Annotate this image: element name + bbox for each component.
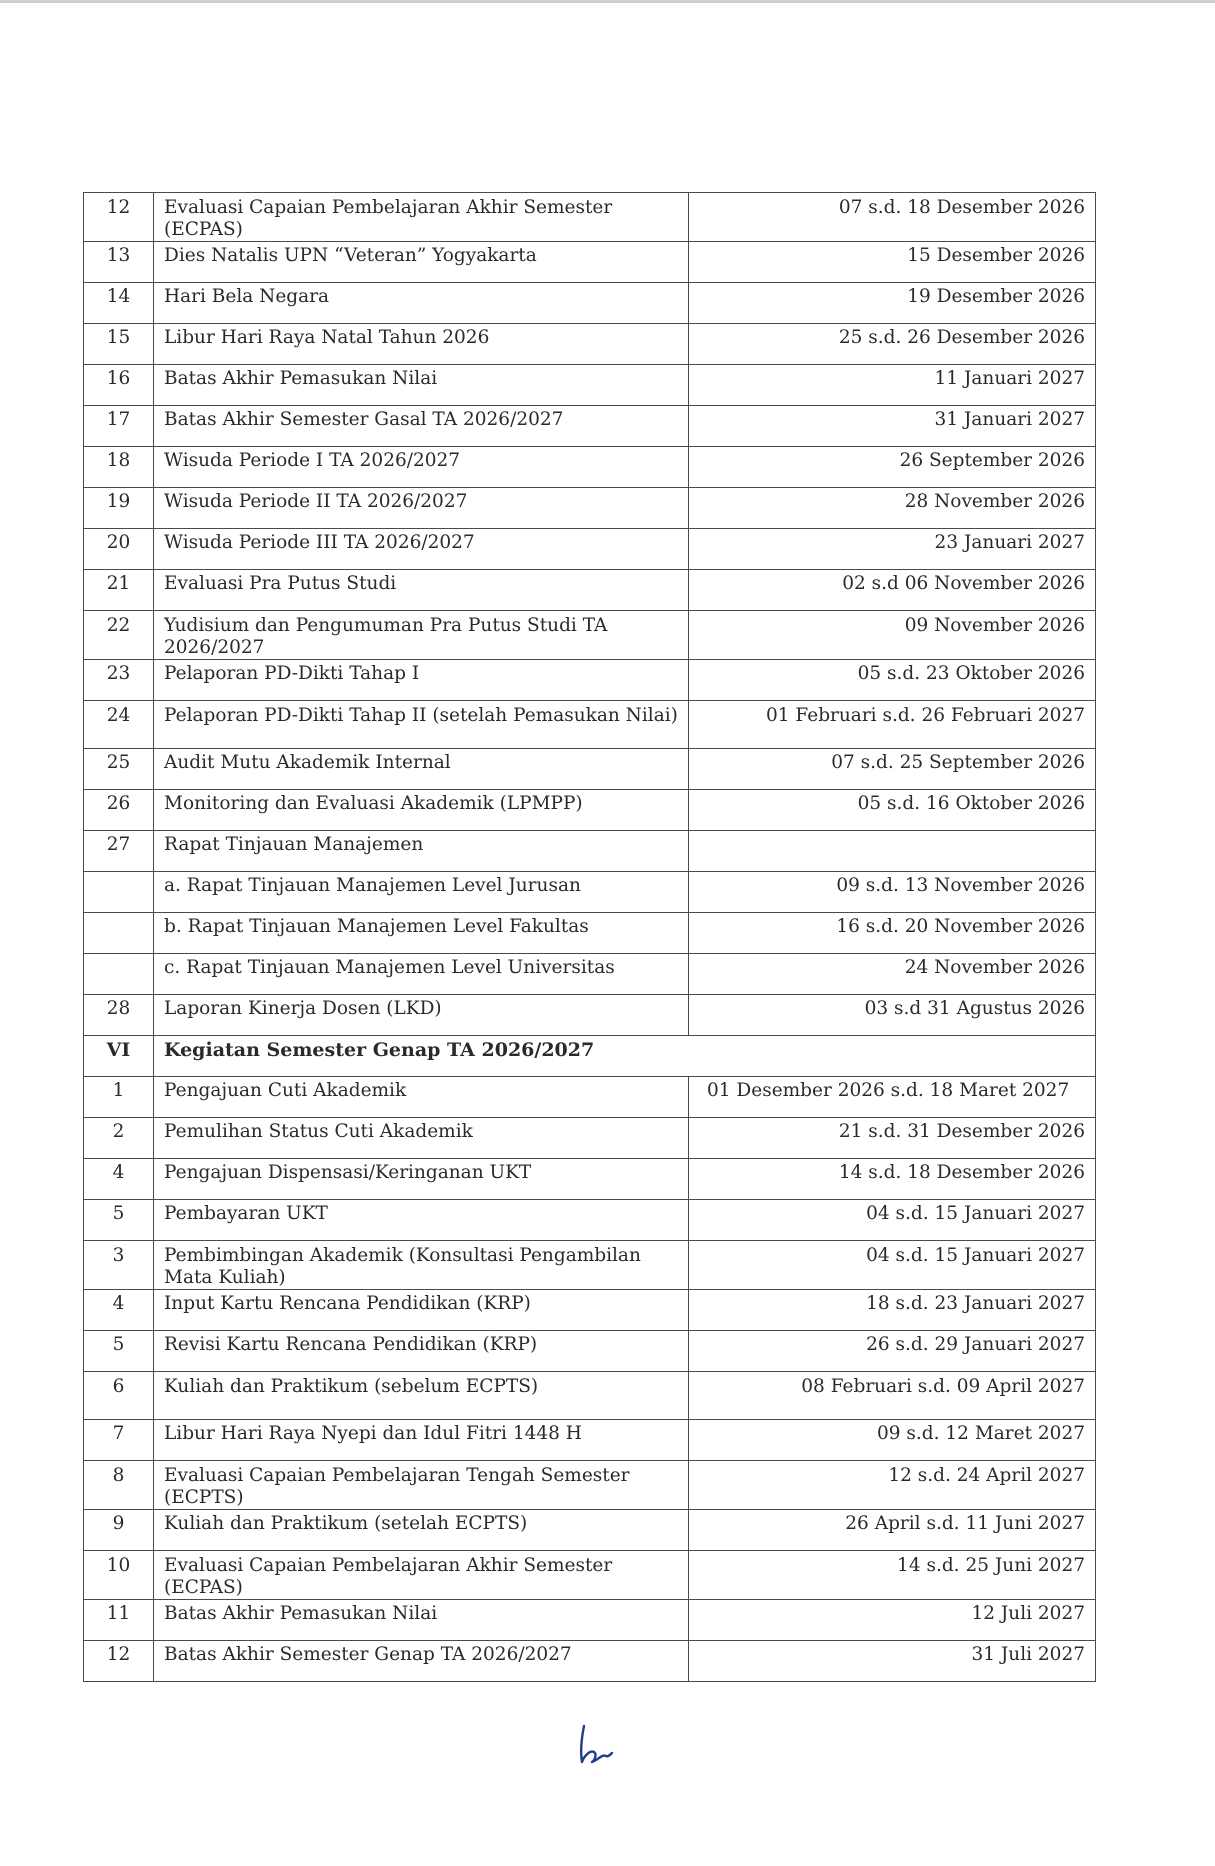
row-number: 11 [84, 1600, 154, 1641]
table-row [84, 365, 1096, 406]
table-row [84, 1077, 1096, 1118]
row-number: 26 [84, 790, 154, 831]
activity-cell: Pelaporan PD-Dikti Tahap II (setelah Pemasukan Nilai) [154, 701, 689, 749]
row-number: 12 [84, 1641, 154, 1682]
table-row [84, 611, 1096, 660]
activity-cell: Hari Bela Negara [154, 283, 689, 324]
activity-cell: Pelaporan PD-Dikti Tahap I [154, 660, 689, 701]
date-cell: 23 Januari 2027 [689, 529, 1096, 570]
date-cell: 24 November 2026 [689, 954, 1096, 995]
row-number: 18 [84, 447, 154, 488]
table-row [84, 324, 1096, 365]
date-cell: 08 Februari s.d. 09 April 2027 [689, 1372, 1096, 1420]
table-row [84, 1331, 1096, 1372]
activity-cell: Wisuda Periode II TA 2026/2027 [154, 488, 689, 529]
date-cell: 15 Desember 2026 [689, 242, 1096, 283]
section-number: VI [84, 1036, 154, 1077]
activity-cell: b. Rapat Tinjauan Manajemen Level Fakultas [154, 913, 689, 954]
table-row [84, 1241, 1096, 1290]
table-row [84, 242, 1096, 283]
table-row [84, 701, 1096, 749]
table-row [84, 1159, 1096, 1200]
date-cell: 26 September 2026 [689, 447, 1096, 488]
row-number: 25 [84, 749, 154, 790]
date-cell: 09 s.d. 13 November 2026 [689, 872, 1096, 913]
date-cell: 16 s.d. 20 November 2026 [689, 913, 1096, 954]
activity-cell: a. Rapat Tinjauan Manajemen Level Jurusan [154, 872, 689, 913]
date-cell: 18 s.d. 23 Januari 2027 [689, 1290, 1096, 1331]
row-number [84, 913, 154, 954]
row-number: 16 [84, 365, 154, 406]
row-number: 4 [84, 1290, 154, 1331]
activity-cell: Batas Akhir Semester Gasal TA 2026/2027 [154, 406, 689, 447]
row-number: 21 [84, 570, 154, 611]
date-cell: 28 November 2026 [689, 488, 1096, 529]
table-row [84, 1290, 1096, 1331]
activity-cell: Libur Hari Raya Nyepi dan Idul Fitri 1448 H [154, 1420, 689, 1461]
table-row [84, 831, 1096, 872]
table-row [84, 1510, 1096, 1551]
activity-cell: Audit Mutu Akademik Internal [154, 749, 689, 790]
activity-cell: Rapat Tinjauan Manajemen [154, 831, 689, 872]
signature-initial [570, 1720, 620, 1770]
row-number: 5 [84, 1200, 154, 1241]
activity-cell: Monitoring dan Evaluasi Akademik (LPMPP) [154, 790, 689, 831]
activity-cell: Pembimbingan Akademik (Konsultasi Pengambilan Mata Kuliah) [154, 1241, 689, 1290]
row-number: 28 [84, 995, 154, 1036]
date-cell: 19 Desember 2026 [689, 283, 1096, 324]
date-cell: 01 Desember 2026 s.d. 18 Maret 2027 [689, 1077, 1096, 1118]
date-cell [689, 831, 1096, 872]
table-row [84, 1600, 1096, 1641]
row-number: 8 [84, 1461, 154, 1510]
row-number: 20 [84, 529, 154, 570]
activity-cell: Pembayaran UKT [154, 1200, 689, 1241]
table-row [84, 283, 1096, 324]
date-cell: 14 s.d. 18 Desember 2026 [689, 1159, 1096, 1200]
date-cell: 09 November 2026 [689, 611, 1096, 660]
table-row [84, 193, 1096, 242]
table-row [84, 995, 1096, 1036]
section-title: Kegiatan Semester Genap TA 2026/2027 [154, 1036, 1096, 1077]
table-row [84, 1641, 1096, 1682]
activity-cell: Pemulihan Status Cuti Akademik [154, 1118, 689, 1159]
row-number: 14 [84, 283, 154, 324]
section-header-row [84, 1036, 1096, 1077]
activity-cell: Pengajuan Cuti Akademik [154, 1077, 689, 1118]
row-number: 5 [84, 1331, 154, 1372]
table-row [84, 570, 1096, 611]
activity-cell: Evaluasi Capaian Pembelajaran Tengah Semester (ECPTS) [154, 1461, 689, 1510]
date-cell: 31 Juli 2027 [689, 1641, 1096, 1682]
date-cell: 03 s.d 31 Agustus 2026 [689, 995, 1096, 1036]
date-cell: 05 s.d. 23 Oktober 2026 [689, 660, 1096, 701]
date-cell: 21 s.d. 31 Desember 2026 [689, 1118, 1096, 1159]
table-row [84, 913, 1096, 954]
row-number: 2 [84, 1118, 154, 1159]
row-number [84, 872, 154, 913]
row-number: 12 [84, 193, 154, 242]
row-number: 9 [84, 1510, 154, 1551]
table-row [84, 660, 1096, 701]
activity-cell: Wisuda Periode I TA 2026/2027 [154, 447, 689, 488]
date-cell: 12 Juli 2027 [689, 1600, 1096, 1641]
date-cell: 04 s.d. 15 Januari 2027 [689, 1200, 1096, 1241]
activity-cell: Libur Hari Raya Natal Tahun 2026 [154, 324, 689, 365]
row-number: 19 [84, 488, 154, 529]
row-number: 27 [84, 831, 154, 872]
activity-cell: Kuliah dan Praktikum (setelah ECPTS) [154, 1510, 689, 1551]
date-cell: 26 April s.d. 11 Juni 2027 [689, 1510, 1096, 1551]
table-row [84, 1200, 1096, 1241]
activity-cell: Yudisium dan Pengumuman Pra Putus Studi TA 2026/2027 [154, 611, 689, 660]
date-cell: 31 Januari 2027 [689, 406, 1096, 447]
row-number: 7 [84, 1420, 154, 1461]
activity-cell: Evaluasi Capaian Pembelajaran Akhir Semester (ECPAS) [154, 1551, 689, 1600]
activity-cell: Batas Akhir Pemasukan Nilai [154, 1600, 689, 1641]
date-cell: 05 s.d. 16 Oktober 2026 [689, 790, 1096, 831]
date-cell: 09 s.d. 12 Maret 2027 [689, 1420, 1096, 1461]
table-row [84, 406, 1096, 447]
row-number [84, 954, 154, 995]
table-row [84, 954, 1096, 995]
row-number: 24 [84, 701, 154, 749]
row-number: 15 [84, 324, 154, 365]
date-cell: 14 s.d. 25 Juni 2027 [689, 1551, 1096, 1600]
row-number: 10 [84, 1551, 154, 1600]
row-number: 1 [84, 1077, 154, 1118]
date-cell: 25 s.d. 26 Desember 2026 [689, 324, 1096, 365]
date-cell: 04 s.d. 15 Januari 2027 [689, 1241, 1096, 1290]
activity-cell: Batas Akhir Pemasukan Nilai [154, 365, 689, 406]
row-number: 17 [84, 406, 154, 447]
row-number: 13 [84, 242, 154, 283]
activity-cell: Pengajuan Dispensasi/Keringanan UKT [154, 1159, 689, 1200]
activity-cell: Kuliah dan Praktikum (sebelum ECPTS) [154, 1372, 689, 1420]
table-row [84, 1118, 1096, 1159]
table-row [84, 749, 1096, 790]
date-cell: 07 s.d. 18 Desember 2026 [689, 193, 1096, 242]
activity-cell: Revisi Kartu Rencana Pendidikan (KRP) [154, 1331, 689, 1372]
table-row [84, 488, 1096, 529]
row-number: 3 [84, 1241, 154, 1290]
activity-cell: Dies Natalis UPN “Veteran” Yogyakarta [154, 242, 689, 283]
row-number: 4 [84, 1159, 154, 1200]
table-row [84, 1420, 1096, 1461]
table-row [84, 790, 1096, 831]
date-cell: 01 Februari s.d. 26 Februari 2027 [689, 701, 1096, 749]
table-row [84, 1372, 1096, 1420]
row-number: 6 [84, 1372, 154, 1420]
table-row [84, 529, 1096, 570]
row-number: 22 [84, 611, 154, 660]
date-cell: 11 Januari 2027 [689, 365, 1096, 406]
activity-cell: Batas Akhir Semester Genap TA 2026/2027 [154, 1641, 689, 1682]
table-row [84, 447, 1096, 488]
date-cell: 12 s.d. 24 April 2027 [689, 1461, 1096, 1510]
activity-cell: Evaluasi Capaian Pembelajaran Akhir Semester (ECPAS) [154, 193, 689, 242]
date-cell: 26 s.d. 29 Januari 2027 [689, 1331, 1096, 1372]
table-row [84, 1551, 1096, 1600]
date-cell: 02 s.d 06 November 2026 [689, 570, 1096, 611]
table-row [84, 1461, 1096, 1510]
activity-cell: Wisuda Periode III TA 2026/2027 [154, 529, 689, 570]
row-number: 23 [84, 660, 154, 701]
schedule-table [83, 192, 1096, 1682]
activity-cell: Laporan Kinerja Dosen (LKD) [154, 995, 689, 1036]
date-cell: 07 s.d. 25 September 2026 [689, 749, 1096, 790]
activity-cell: c. Rapat Tinjauan Manajemen Level Universitas [154, 954, 689, 995]
scan-edge [0, 0, 1215, 3]
table-row [84, 872, 1096, 913]
activity-cell: Input Kartu Rencana Pendidikan (KRP) [154, 1290, 689, 1331]
activity-cell: Evaluasi Pra Putus Studi [154, 570, 689, 611]
